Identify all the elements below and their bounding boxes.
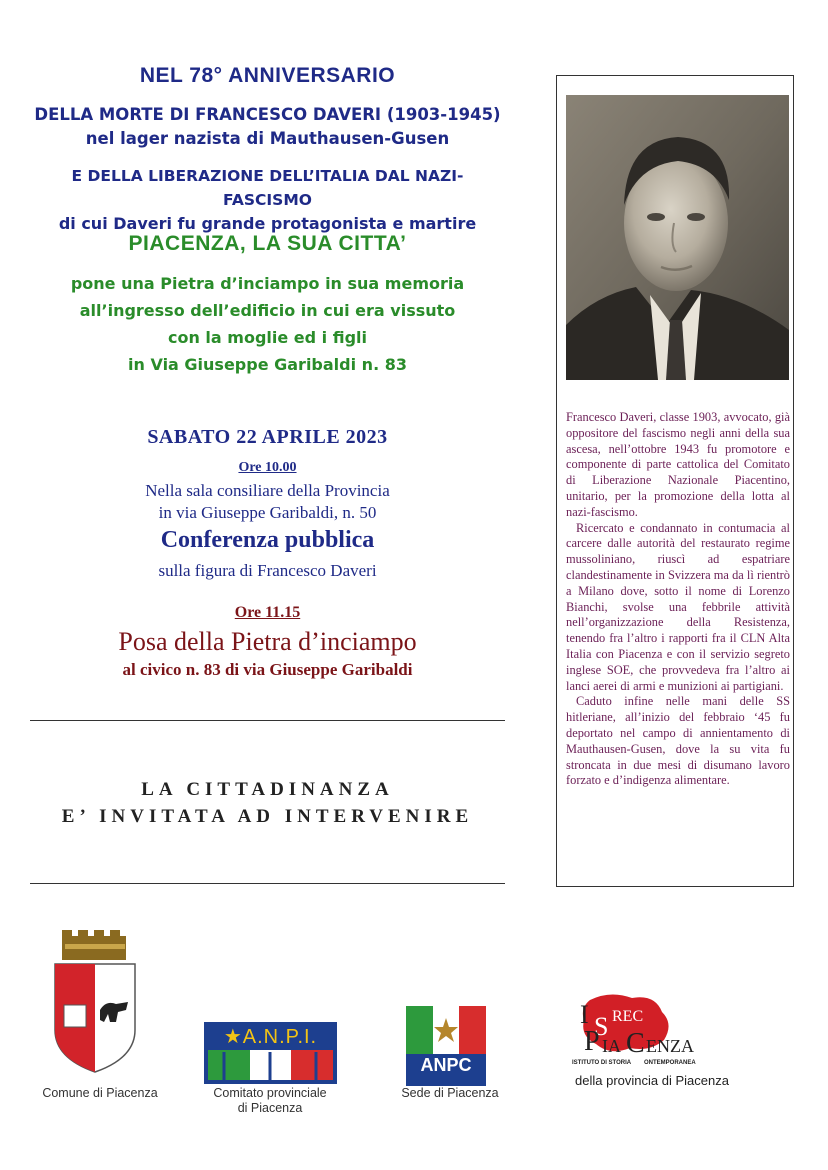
isrec-logo — [560, 990, 750, 1070]
anpc-caption: Sede di Piacenza — [401, 1086, 499, 1100]
stone-line-4: in Via Giuseppe Garibaldi n. 83 — [128, 355, 407, 374]
conference-subject: sulla figura di Francesco Daveri — [158, 561, 377, 580]
death-line-1: DELLA MORTE DI FRANCESCO DAVERI (1903-1945) — [34, 105, 501, 124]
invitation — [30, 776, 505, 830]
anpi-caption-2: di Piacenza — [237, 1101, 303, 1115]
ceremony-title: Posa della Pietra d’inciampo — [118, 627, 417, 656]
isrec-letters-rec: REC — [612, 1008, 644, 1025]
invitation-line-1: LA CITTADINANZA — [141, 779, 394, 800]
event-date: SABATO 22 APRILE 2023 — [147, 426, 388, 448]
liberation-line-1: E DELLA LIBERAZIONE DELL’ITALIA DAL NAZI-FASCISMO — [71, 167, 464, 209]
liberation-line-2: di cui Daveri fu grande protagonista e martire — [58, 214, 477, 233]
comune-caption: Comune di Piacenza — [42, 1086, 158, 1100]
divider-bottom — [30, 883, 505, 884]
biography-text — [566, 410, 790, 789]
stone-line-3: con la moglie ed i figli — [167, 328, 367, 347]
place-line-2: in via Giuseppe Garibaldi, n. 50 — [158, 503, 377, 522]
isrec-letter-c: C — [626, 1028, 645, 1059]
stone-description — [30, 270, 505, 378]
isrec-letter-p: P — [584, 1026, 600, 1057]
anpi-caption — [190, 1086, 350, 1116]
anpi-caption-1: Comitato provinciale — [213, 1086, 327, 1100]
isrec-caption: della provincia di Piacenza — [575, 1073, 729, 1088]
bio-paragraph-2: Ricercato e condannato in contumacia al carcere dalle autorità del restaurato regime mussoliniano, riuscì ad espatriare clandestinamente in Svizzera ma da lì rientrò a Milano dove, sotto il nome di Lorenzo Bianchi, svolse una febbrile attività nell’organizzazione della Resistenza, tenendo fra l’altro i rapporti fra il CLN Alta Italia con Piacenza e con il servizio segreto inglese SOE, che provvedeva fra l’altro ai lanci aerei di armi e munizioni ai partigiani. — [566, 520, 790, 693]
isrec-small-2: ONTEMPORANEA — [644, 1060, 696, 1066]
stone-line-2: all’ingresso dell’edificio in cui era vissuto — [79, 301, 456, 320]
bio-paragraph-3: Caduto infine nelle mani delle SS hitleriane, all’inizio del febbraio ‘45 fu deportato nel campo di annientamento di Mauthausen-Gusen, dove la su vita fu stroncata in due mesi di disumano lavoro forzato e d’indigenza alimentare. — [566, 694, 790, 788]
anpi-wordmark: ★A.N.P.I. — [223, 1026, 318, 1048]
time-second: Ore 11.15 — [234, 604, 301, 621]
conference-title: Conferenza pubblica — [160, 527, 375, 553]
comune-coat-of-arms — [50, 930, 140, 1075]
divider-top — [30, 720, 505, 721]
city-title: PIACENZA, LA SUA CITTA’ — [128, 232, 407, 255]
isrec-letters-enza: ENZA — [646, 1036, 694, 1056]
portrait-photo — [566, 95, 789, 380]
anpc-wordmark: ANPC — [420, 1055, 472, 1075]
bio-paragraph-1: Francesco Daveri, classe 1903, avvocato, già oppositore del fascismo negli anni della sua ascesa, nell’ottobre 1943 fu promotore e componente di parte cattolica del Comitato di Liberazione Nazionale Piacentino, unitario, per la promozione della lotta al nazi-fascismo. — [566, 410, 790, 519]
time-first: Ore 10.00 — [238, 460, 297, 475]
isrec-small-1: ISTITUTO DI STORIA — [572, 1060, 632, 1066]
ceremony-location: al civico n. 83 di via Giuseppe Garibaldi — [122, 660, 413, 679]
isrec-letter-s: S — [594, 1012, 609, 1041]
conference-place — [30, 480, 505, 524]
isrec-letter-i: I — [580, 1000, 589, 1029]
place-line-1: Nella sala consiliare della Provincia — [145, 481, 390, 500]
isrec-letters-ia: IA — [602, 1036, 621, 1056]
liberation-line — [30, 164, 505, 236]
anniversary-title: NEL 78° ANNIVERSARIO — [139, 64, 396, 87]
stone-line-1: pone una Pietra d’inciampo in sua memoria — [70, 274, 465, 293]
invitation-line-2: E’ INVITATA AD INTERVENIRE — [61, 806, 474, 827]
death-line — [30, 103, 505, 151]
death-line-2: nel lager nazista di Mauthausen-Gusen — [85, 129, 450, 148]
